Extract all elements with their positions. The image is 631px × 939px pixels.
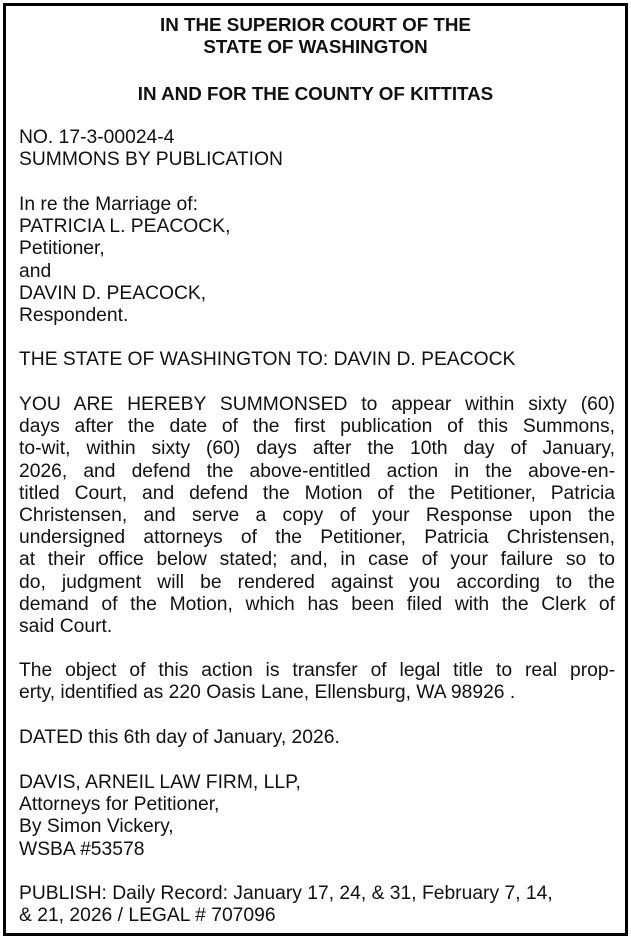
- publish-line: & 21, 2026 / LEGAL # 707096: [19, 905, 276, 927]
- summons-line: at their office below stated; and, in case of your failure so to: [19, 549, 615, 571]
- dated-line: DATED this 6th day of January, 2026.: [19, 727, 340, 748]
- court-heading: [6, 14, 625, 58]
- summons-line: 2026, and defend the above-entitled action in the above-en-: [19, 460, 615, 482]
- publish-line: PUBLISH: Daily Record: January 17, 24, & 31, February 7, 14,: [19, 883, 553, 904]
- case-type: SUMMONS BY PUBLICATION: [19, 149, 283, 171]
- court-heading-line-1: IN THE SUPERIOR COURT OF THE: [160, 14, 471, 35]
- parties-intro: In re the Marriage of:: [19, 194, 198, 215]
- respondent-role: Respondent.: [19, 305, 129, 327]
- summons-line: demand of the Motion, which has been filed with the Clerk of: [19, 593, 615, 615]
- summons-line: to-wit, within sixty (60) days after the 10th day of January,: [19, 438, 615, 460]
- respondent-name: DAVIN D. PEACOCK,: [19, 282, 207, 304]
- address-to: THE STATE OF WASHINGTON TO: DAVIN D. PEACOCK: [19, 349, 516, 370]
- attorney-firm: DAVIS, ARNEIL LAW FIRM, LLP,: [19, 772, 301, 793]
- publish-info: [19, 883, 615, 927]
- parties: [19, 194, 615, 327]
- summons-line: days after the date of the first publication of this Summons,: [19, 416, 615, 438]
- case-info: [19, 127, 615, 171]
- attorney-by: By Simon Vickery,: [19, 816, 174, 838]
- attorney-role: Attorneys for Petitioner,: [19, 794, 220, 816]
- summons-paragraph: [19, 394, 615, 638]
- summons-line: titled Court, and defend the Motion of the Petitioner, Patricia: [19, 482, 615, 504]
- summons-line: Christensen, and serve a copy of your Response upon the: [19, 505, 615, 527]
- legal-notice: [3, 3, 628, 936]
- object-paragraph: [19, 660, 615, 704]
- summons-line: said Court.: [19, 616, 113, 638]
- summons-line: YOU ARE HEREBY SUMMONSED to appear within sixty (60): [19, 394, 615, 415]
- parties-conjunction: and: [19, 260, 52, 282]
- petitioner-role: Petitioner,: [19, 238, 105, 260]
- county-heading: IN AND FOR THE COUNTY OF KITTITAS: [137, 83, 494, 104]
- petitioner-name: PATRICIA L. PEACOCK,: [19, 216, 231, 238]
- court-heading-line-2: STATE OF WASHINGTON: [203, 36, 428, 57]
- summons-line: undersigned attorneys of the Petitioner, Patricia Christensen,: [19, 527, 615, 549]
- attorney-signature: [19, 772, 615, 861]
- object-line: erty, identified as 220 Oasis Lane, Ellensburg, WA 98926 .: [19, 682, 516, 704]
- case-number: NO. 17-3-00024-4: [19, 127, 175, 148]
- object-line: The object of this action is transfer of legal title to real prop-: [19, 660, 615, 681]
- attorney-wsba: WSBA #53578: [19, 838, 145, 860]
- summons-line: do, judgment will be rendered against you according to the: [19, 571, 615, 593]
